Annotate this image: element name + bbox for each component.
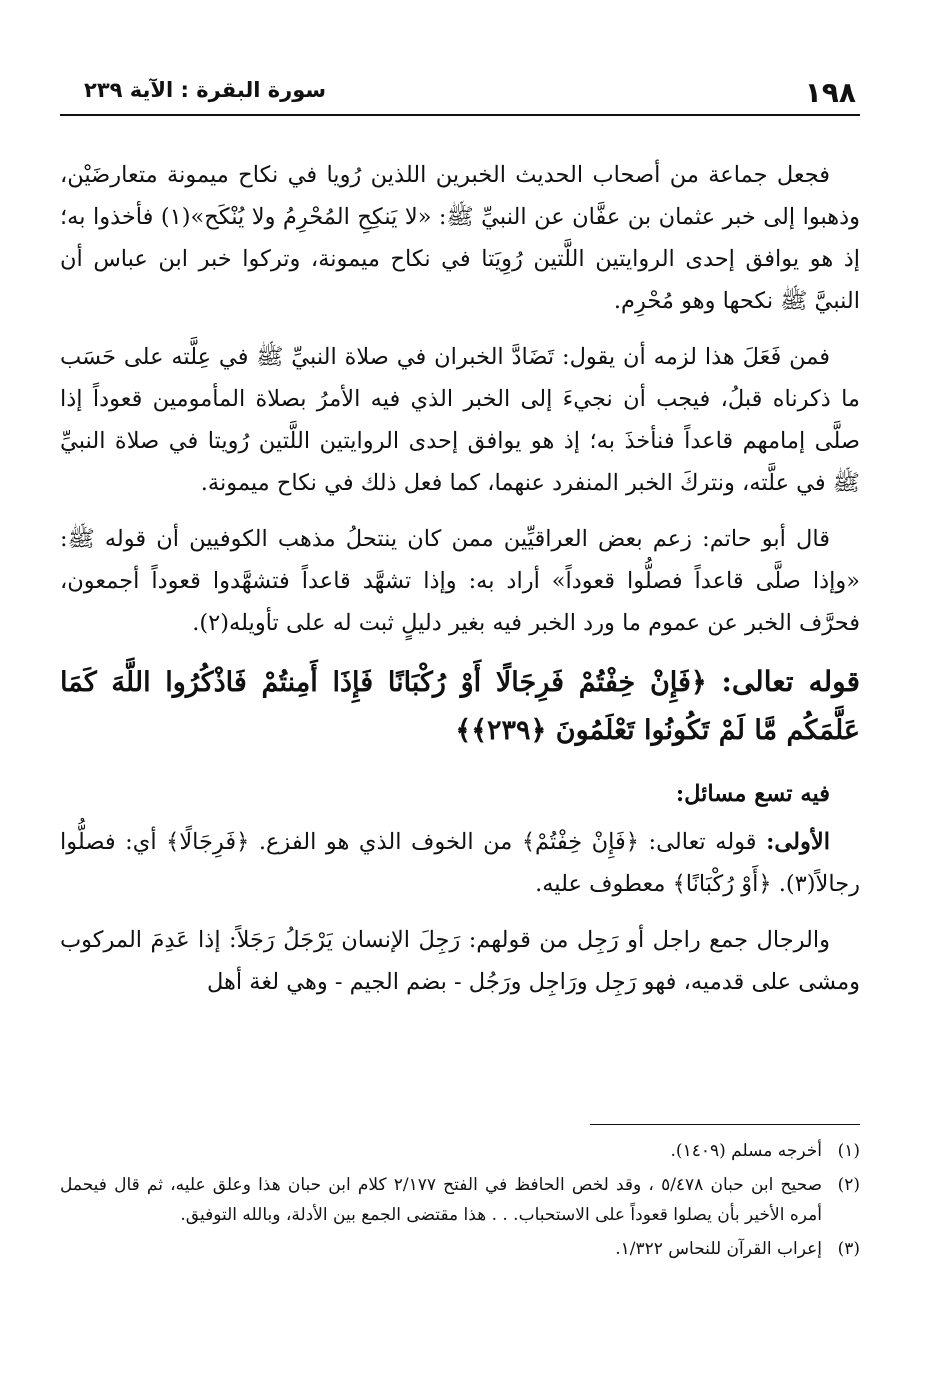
first-issue-text: قوله تعالى: ﴿فَإِنْ خِفْتُمْ﴾ من الخوف الذي هو الفزع. ﴿فَرِجَالًا﴾ أي: فصلُّوا رجالاً(٣). ﴿أَوْ رُكْبَانًا﴾ معطوف عليه. [60, 829, 860, 897]
verse-lead: قوله تعالى: [721, 665, 861, 698]
footnote-2 [60, 1170, 860, 1230]
quran-verse [60, 658, 860, 755]
book-page [60, 66, 860, 1326]
footnote-number: (١) [837, 1141, 860, 1161]
paragraph-3: قال أبو حاتم: زعم بعض العراقيِّين ممن كان ينتحلُ مذهب الكوفيين أن قوله ﷺ: «وإذا صلَّى قاعداً فصلُّوا قعوداً» أراد به: وإذا تشهَّد قاعداً فتشهَّدوا قعوداً أجمعون، فحرَّف الخبر عن عموم ما ورد الخبر فيه بغير دليلٍ ثبت له على تأويله(٢). [60, 526, 860, 636]
footnote-text: أخرجه مسلم (١٤٠٩). [670, 1141, 822, 1161]
main-text [60, 154, 860, 1017]
footnote-number: (٣) [837, 1239, 860, 1259]
footnote-divider [590, 1124, 860, 1125]
page-number: ١٩٨ [804, 76, 856, 109]
issues-intro: فيه تسع مسائل: [675, 781, 830, 807]
paragraph-1: فجعل جماعة من أصحاب الحديث الخبرين اللذين رُويا في نكاح ميمونة متعارضَيْن، وذهبوا إلى خبر عثمان بن عفَّان عن النبيِّ ﷺ: «لا يَنكِحِ المُحْرِمُ ولا يُنْكَح»(١) فأخذوا به؛ إذ هو يوافق إحدى الروايتين اللَّتين رُوِيَتا في نكاح ميمونة، وتركوا خبر ابن عباس أن النبيَّ ﷺ نكحها وهو مُحْرِم. [60, 162, 861, 314]
footnote-text: صحيح ابن حبان ٥/٤٧٨ ، وقد لخص الحافظ في الفتح ٢/١٧٧ كلام ابن حبان هذا وعلق عليه، ثم قال فيحمل أمره الأخير بأن يصلوا قعوداً على الاستحباب. . . هذا مقتضى الجمع بين الأدلة، وبالله التوفيق. [60, 1175, 822, 1225]
footnote-1 [60, 1136, 860, 1166]
paragraph-last: والرجال جمع راجل أو رَجِل من قولهم: رَجِلَ الإنسان يَرْجَلُ رَجَلاً: إذا عَدِمَ المركوب ومشى على قدميه، فهو رَجِل ورَاجِل ورَجُل - بضم الجيم - وهي لغة أهل [60, 927, 860, 995]
footnotes [60, 1136, 860, 1268]
first-issue-lead: الأولى: [766, 829, 830, 855]
running-header [60, 66, 860, 116]
verse-text: ﴿فَإِنْ خِفْتُمْ فَرِجَالًا أَوْ رُكْبَانًا فَإِذَا أَمِنتُمْ فَاذْكُرُوا اللَّهَ كَمَا عَلَّمَكُم مَّا لَمْ تَكُونُوا تَعْلَمُونَ ﴿٢٣٩﴾﴾ [60, 667, 860, 746]
surah-title: سورة البقرة : الآية ٢٣٩ [84, 78, 327, 102]
first-issue [60, 821, 860, 905]
footnote-text: إعراب القرآن للنحاس ١/٣٢٢. [615, 1239, 822, 1259]
footnote-number: (٢) [837, 1175, 860, 1195]
paragraph-2: فمن فَعَلَ هذا لزمه أن يقول: تَضَادَّ الخبران في صلاة النبيِّ ﷺ في عِلَّته على حَسَب ما ذكرناه قبلُ، فيجب أن نجيءَ إلى الخبر الذي فيه الأمرُ بصلاة المأمومين قعوداً إذا صلَّى إمامهم قاعداً فنأخذَ به؛ إذ هو يوافق إحدى الروايتين اللَّتين رُويتا في صلاة النبيِّ ﷺ في علَّته، ونتركَ الخبر المنفرد عنهما، كما فعل ذلك في نكاح ميمونة. [60, 344, 860, 496]
footnote-3 [60, 1234, 860, 1264]
